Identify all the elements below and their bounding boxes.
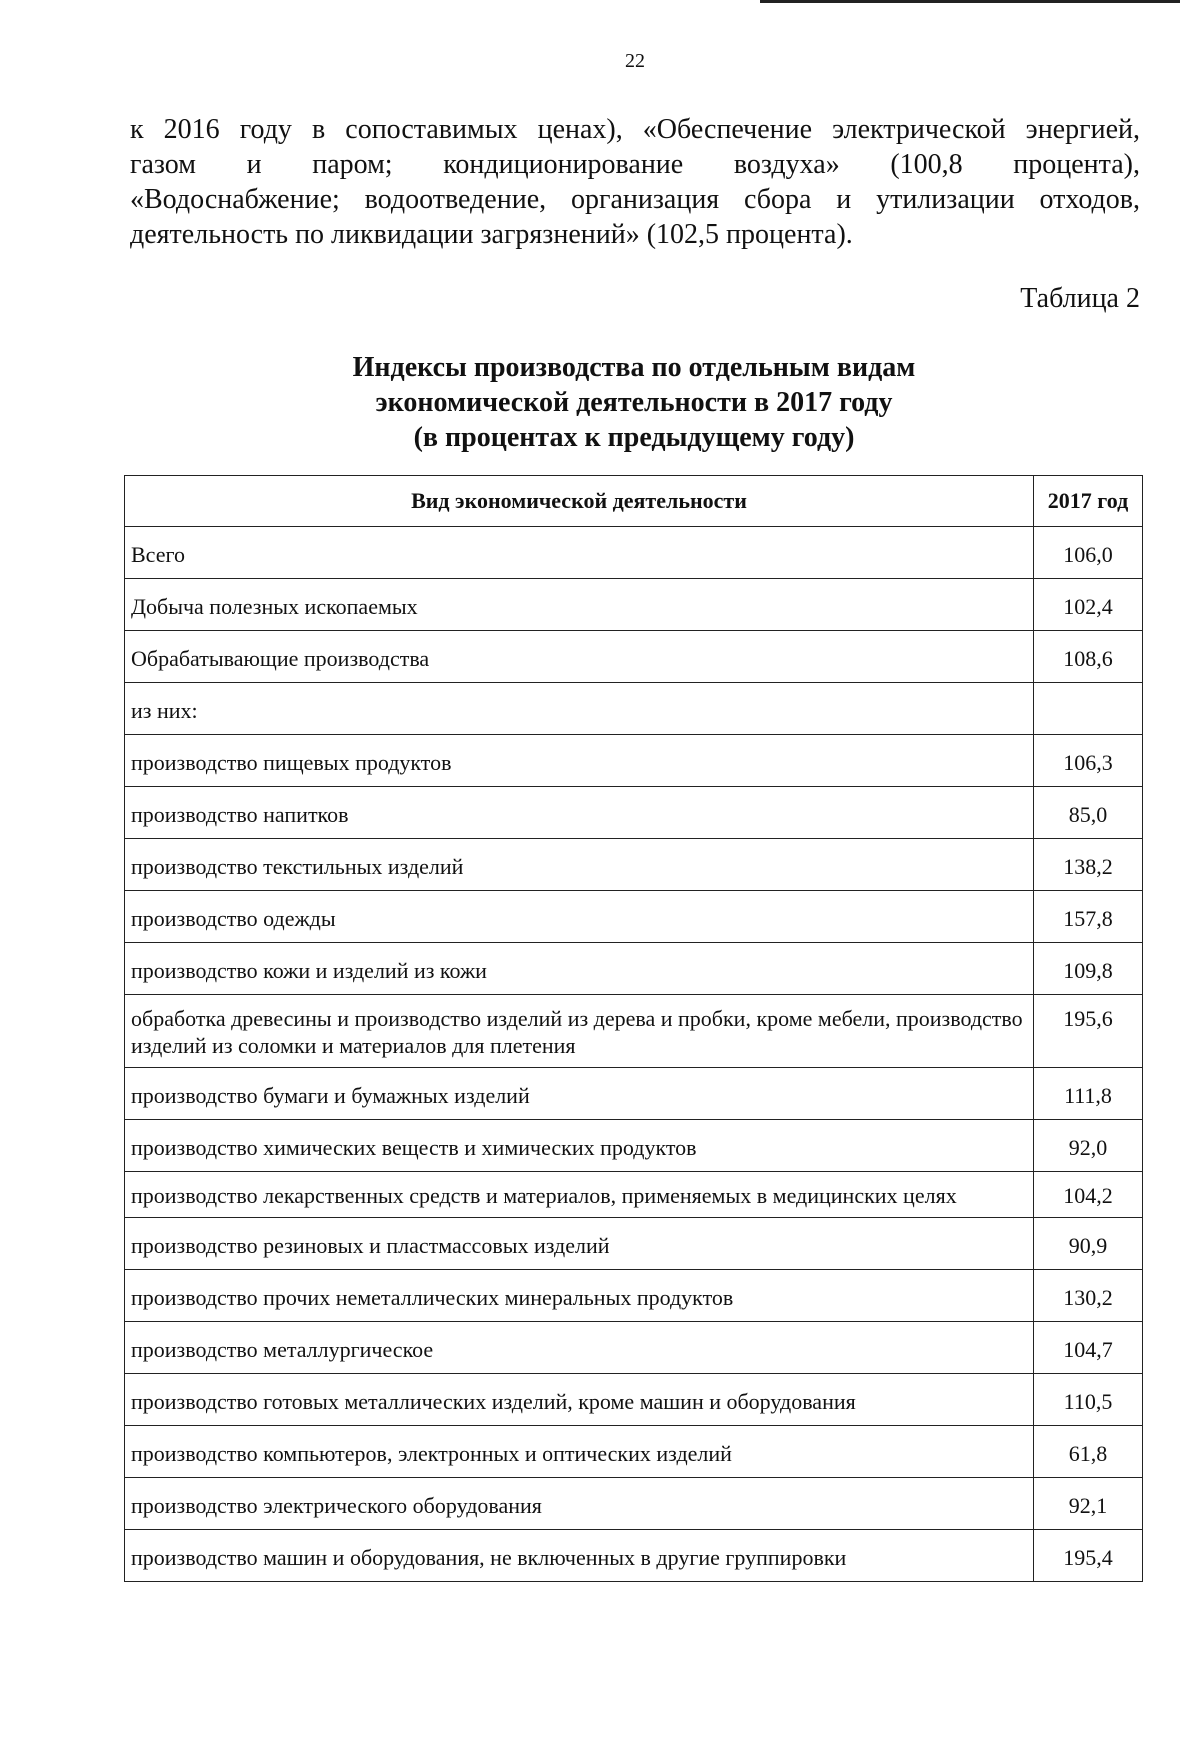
table-row xyxy=(125,995,1143,1068)
activity-name: производство лекарственных средств и материалов, применяемых в медицинских целях xyxy=(125,1172,1034,1218)
table-caption: Таблица 2 xyxy=(1020,283,1140,314)
index-value: 195,4 xyxy=(1034,1530,1143,1582)
activity-name: производство машин и оборудования, не включенных в другие группировки xyxy=(125,1530,1034,1582)
index-value: 130,2 xyxy=(1034,1270,1143,1322)
activity-name: обработка древесины и производство изделий из дерева и пробки, кроме мебели, производство изделий из соломки и материалов для плетения xyxy=(125,995,1034,1068)
table-title xyxy=(124,350,1144,455)
activity-name: производство одежды xyxy=(125,891,1034,943)
index-value: 104,2 xyxy=(1034,1172,1143,1218)
intro-line: деятельность по ликвидации загрязнений» (102,5 процента). xyxy=(130,219,853,250)
intro-line: «Водоснабжение; водоотведение, организация сбора и утилизации отходов, xyxy=(130,184,1140,215)
activity-name: Добыча полезных ископаемых xyxy=(125,579,1034,631)
index-value: 92,1 xyxy=(1034,1478,1143,1530)
activity-name: производство компьютеров, электронных и оптических изделий xyxy=(125,1426,1034,1478)
activity-name: производство химических веществ и химических продуктов xyxy=(125,1120,1034,1172)
production-index-table xyxy=(124,475,1143,1582)
table-row xyxy=(125,839,1143,891)
index-value: 110,5 xyxy=(1034,1374,1143,1426)
table-row xyxy=(125,1374,1143,1426)
table-row xyxy=(125,1172,1143,1218)
index-value: 109,8 xyxy=(1034,943,1143,995)
table-row xyxy=(125,579,1143,631)
table-title-line: экономической деятельности в 2017 году xyxy=(375,387,893,418)
index-value: 85,0 xyxy=(1034,787,1143,839)
table-title-line: (в процентах к предыдущему году) xyxy=(413,422,855,453)
table-row xyxy=(125,527,1143,579)
activity-name: производство готовых металлических изделий, кроме машин и оборудования xyxy=(125,1374,1034,1426)
table-row xyxy=(125,683,1143,735)
intro-paragraph xyxy=(130,112,1140,252)
table-row xyxy=(125,631,1143,683)
activity-name: из них: xyxy=(125,683,1034,735)
header-activity: Вид экономической деятельности xyxy=(125,476,1034,527)
table-row xyxy=(125,1426,1143,1478)
table-row xyxy=(125,1120,1143,1172)
index-value: 157,8 xyxy=(1034,891,1143,943)
table-row xyxy=(125,787,1143,839)
intro-line: газом и паром; кондиционирование воздуха» (100,8 процента), xyxy=(130,149,1140,180)
table-row xyxy=(125,735,1143,787)
activity-name: производство пищевых продуктов xyxy=(125,735,1034,787)
index-value: 138,2 xyxy=(1034,839,1143,891)
header-year: 2017 год xyxy=(1034,476,1143,527)
activity-name: производство бумаги и бумажных изделий xyxy=(125,1068,1034,1120)
table-row xyxy=(125,943,1143,995)
table-row xyxy=(125,1530,1143,1582)
table-row xyxy=(125,1218,1143,1270)
index-value: 104,7 xyxy=(1034,1322,1143,1374)
table-row xyxy=(125,1068,1143,1120)
activity-name: производство прочих неметаллических минеральных продуктов xyxy=(125,1270,1034,1322)
index-value: 102,4 xyxy=(1034,579,1143,631)
activity-name: производство электрического оборудования xyxy=(125,1478,1034,1530)
activity-name: производство металлургическое xyxy=(125,1322,1034,1374)
index-value: 106,3 xyxy=(1034,735,1143,787)
index-value: 90,9 xyxy=(1034,1218,1143,1270)
table-row xyxy=(125,1322,1143,1374)
table-row xyxy=(125,891,1143,943)
activity-name: производство текстильных изделий xyxy=(125,839,1034,891)
table-row xyxy=(125,1478,1143,1530)
table-row xyxy=(125,1270,1143,1322)
activity-name: производство напитков xyxy=(125,787,1034,839)
index-value: 92,0 xyxy=(1034,1120,1143,1172)
index-value xyxy=(1034,683,1143,735)
intro-line: к 2016 году в сопоставимых ценах), «Обеспечение электрической энергией, xyxy=(130,114,1140,145)
activity-name: Всего xyxy=(125,527,1034,579)
activity-name: производство кожи и изделий из кожи xyxy=(125,943,1034,995)
table-title-line: Индексы производства по отдельным видам xyxy=(352,352,916,383)
index-value: 108,6 xyxy=(1034,631,1143,683)
index-value: 61,8 xyxy=(1034,1426,1143,1478)
index-value: 195,6 xyxy=(1034,995,1143,1068)
page-number: 22 xyxy=(625,50,645,72)
top-scan-rule xyxy=(760,0,1180,3)
activity-name: производство резиновых и пластмассовых изделий xyxy=(125,1218,1034,1270)
table-header-row xyxy=(125,476,1143,527)
activity-name: Обрабатывающие производства xyxy=(125,631,1034,683)
index-value: 106,0 xyxy=(1034,527,1143,579)
index-value: 111,8 xyxy=(1034,1068,1143,1120)
